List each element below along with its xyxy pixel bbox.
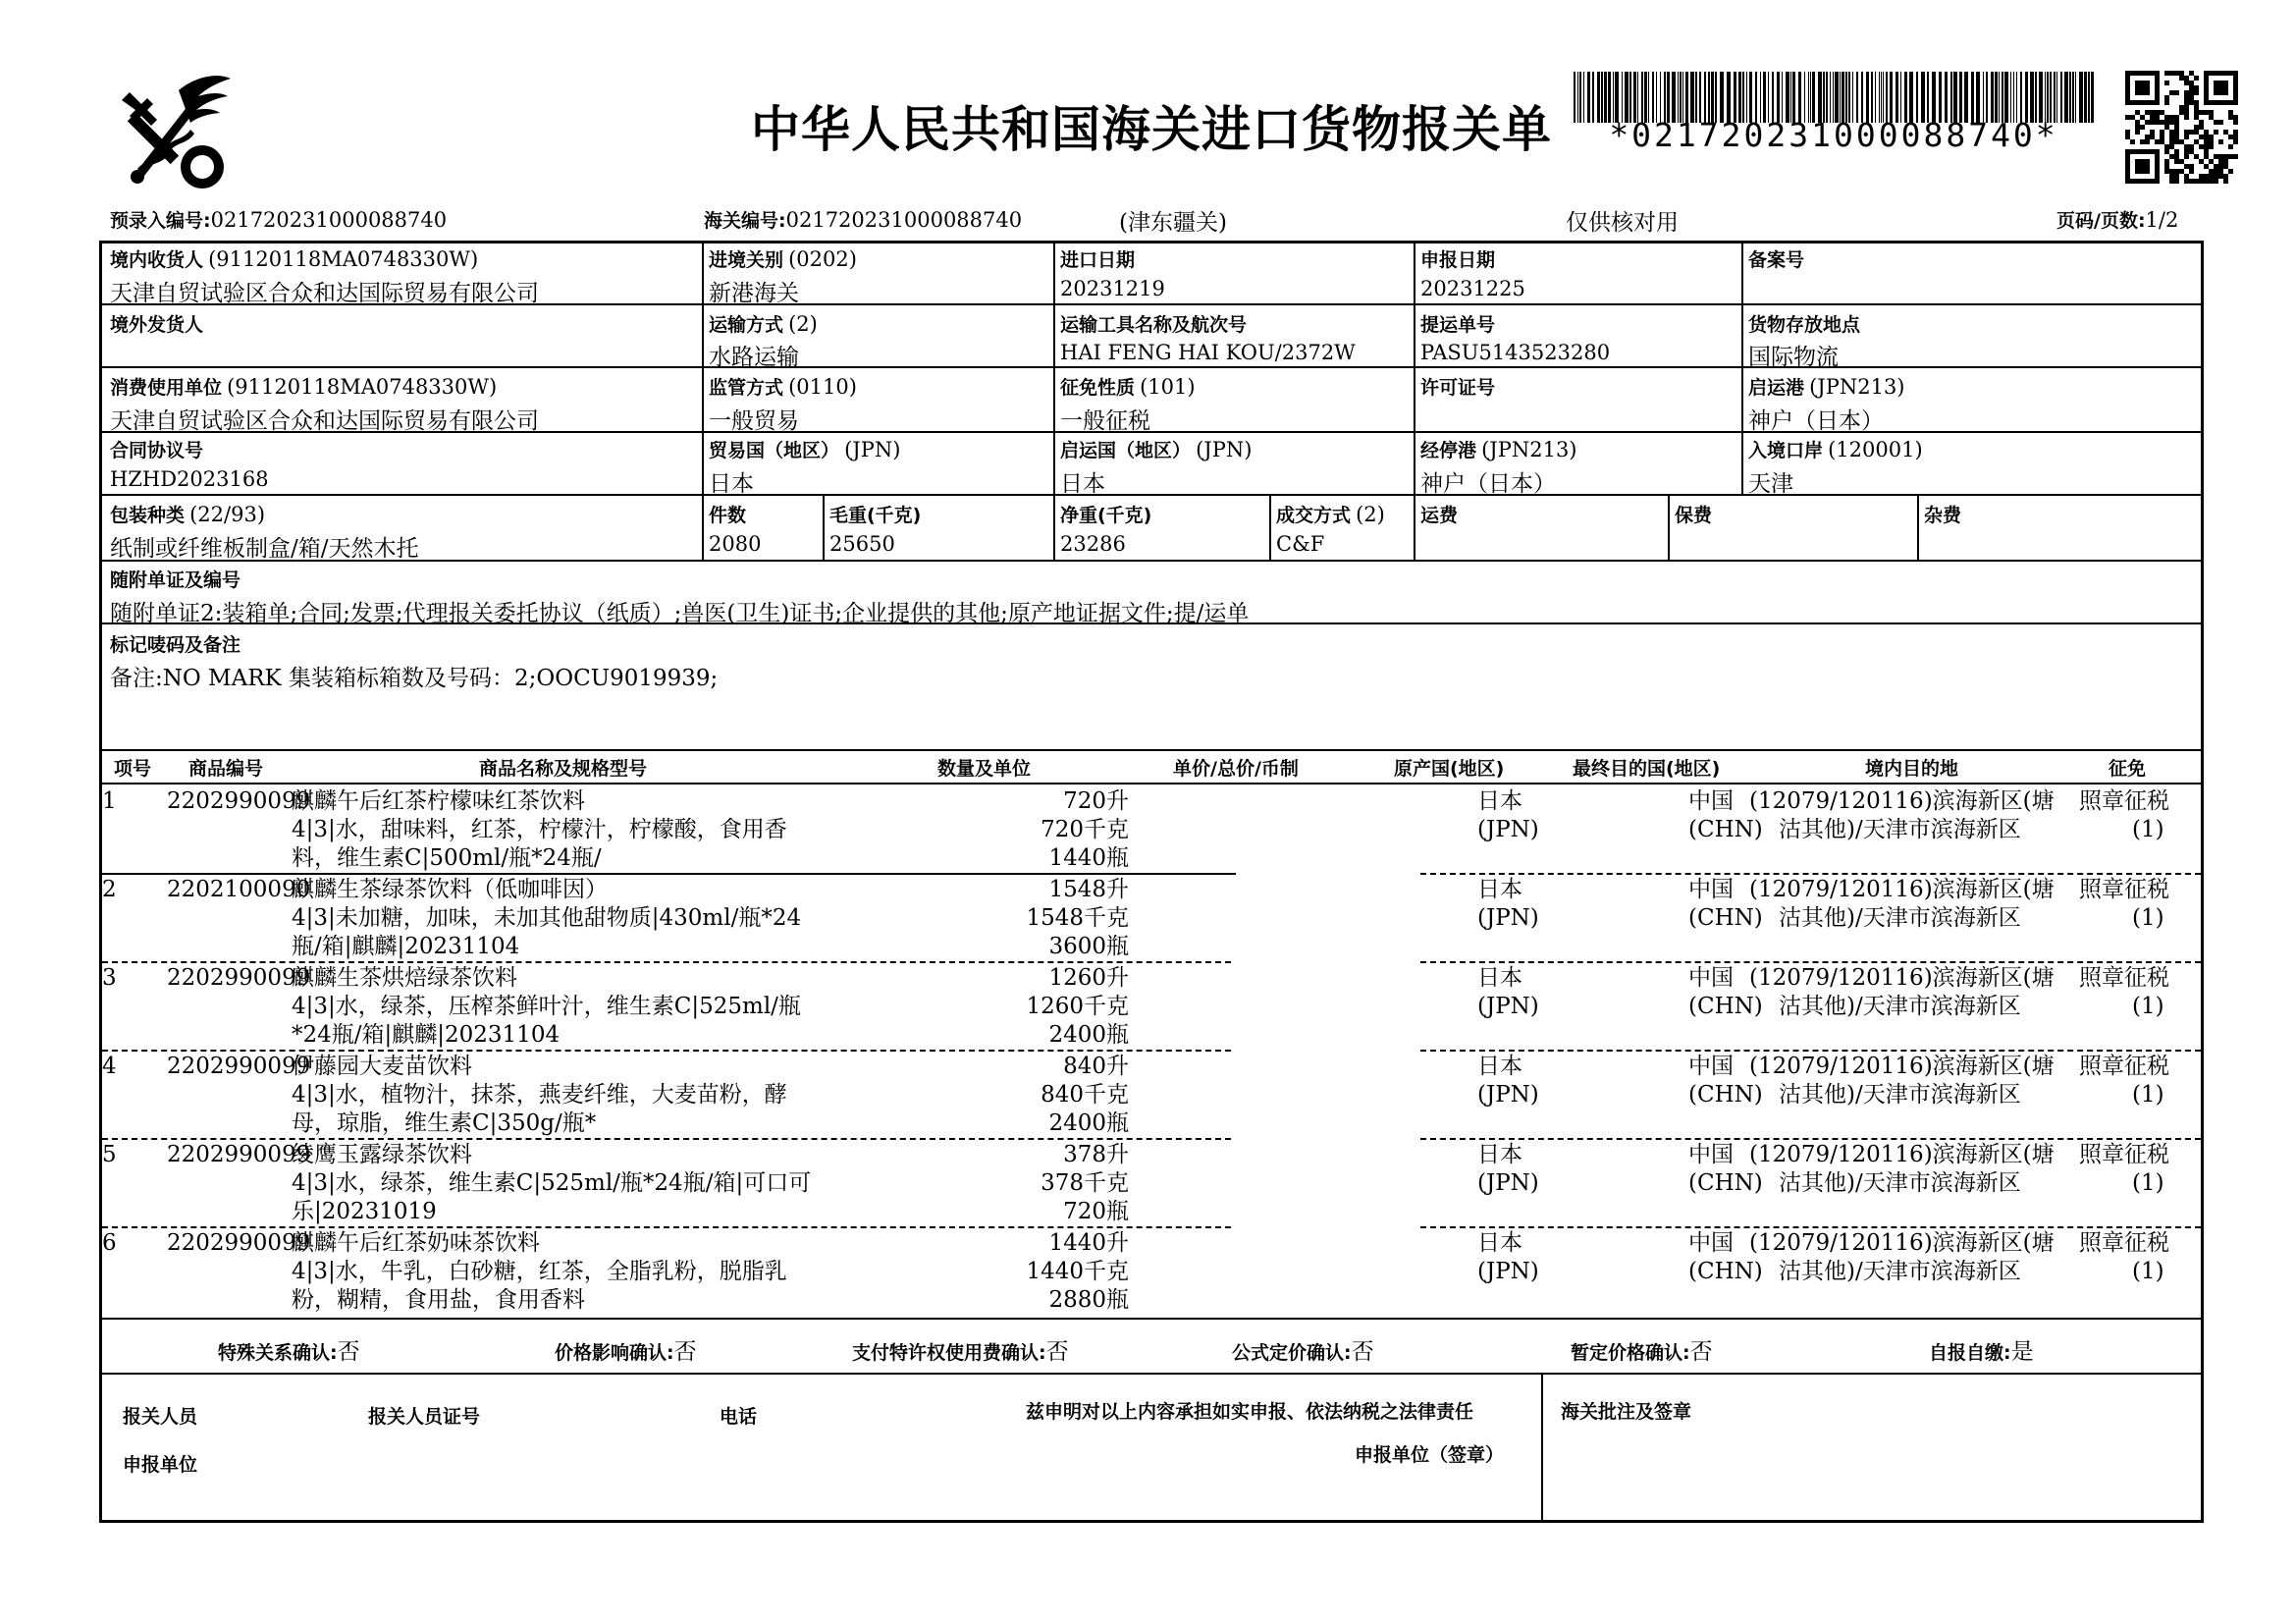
item-spec-line: 4|3|水，植物汁，抹茶，燕麦纤维，大麦苗粉，酵 xyxy=(292,1082,787,1108)
deal-field: 成交方式 (2) xyxy=(1276,503,1385,526)
item-origin-country: 日本 xyxy=(1477,877,1522,902)
col-header-price: 单价/总价/币制 xyxy=(1173,758,1299,780)
stop-port-value: 神户（日本） xyxy=(1420,471,1556,497)
entry-customs-field: 进境关别 (0202) xyxy=(709,247,857,271)
dep-port-value: 神户（日本） xyxy=(1748,408,1884,434)
entry-customs-value: 新港海关 xyxy=(709,281,799,306)
verify-note: 仅供核对用 xyxy=(1566,210,1679,236)
item-domestic-dest: (12079/120116)滨海新区(塘 xyxy=(1749,1142,2055,1167)
item-qty-bottles: 1440瓶 xyxy=(1048,845,1129,871)
item-qty-bottles: 2400瓶 xyxy=(1048,1022,1129,1048)
item-levy-code: (1) xyxy=(2132,1259,2164,1284)
item-number: 2 xyxy=(102,877,117,902)
item-domestic-dest: 沽其他)/天津市滨海新区 xyxy=(1779,1082,2021,1108)
item-name: 麒麟午后红茶奶味茶饮料 xyxy=(292,1230,540,1256)
declarant-label: 报关人员 xyxy=(123,1406,198,1428)
self-pay-confirm: 自报自缴:是 xyxy=(1929,1339,2034,1365)
row-separator xyxy=(102,1226,1231,1228)
royalty-confirm: 支付特许权使用费确认:否 xyxy=(852,1339,1069,1365)
item-domestic-dest: (12079/120116)滨海新区(塘 xyxy=(1749,877,2055,902)
levy-field: 征免性质 (101) xyxy=(1060,375,1196,399)
vessel-label: 运输工具名称及航次号 xyxy=(1060,314,1248,336)
declaring-unit-label: 申报单位 xyxy=(123,1454,198,1476)
row-separator xyxy=(102,873,1236,875)
customs-office: (津东疆关) xyxy=(1119,210,1227,236)
item-spec-line: 4|3|未加糖，加味，未加其他甜物质|430ml/瓶*24 xyxy=(292,905,802,931)
levy-value: 一般征税 xyxy=(1060,408,1150,434)
item-qty-kg: 378千克 xyxy=(1041,1170,1129,1196)
item-origin-country: 日本 xyxy=(1477,1230,1522,1256)
declare-date-value: 20231225 xyxy=(1420,277,1525,300)
item-qty-kg: 1260千克 xyxy=(1026,994,1129,1019)
supervision-value: 一般贸易 xyxy=(709,408,799,434)
transport-value: 水路运输 xyxy=(709,345,799,370)
item-dest-country: 中国 xyxy=(1688,1054,1734,1079)
item-origin-country: 日本 xyxy=(1477,965,1522,991)
consignee-value: 天津自贸试验区合众和达国际贸易有限公司 xyxy=(110,281,539,306)
col-header-no: 项号 xyxy=(114,758,152,780)
import-date-label: 进口日期 xyxy=(1060,249,1136,271)
storage-label: 货物存放地点 xyxy=(1748,314,1861,336)
item-number: 4 xyxy=(102,1054,117,1079)
item-spec-line: 4|3|水，甜味料，红茶，柠檬汁，柠檬酸，食用香 xyxy=(292,817,787,842)
col-header-origin: 原产国(地区) xyxy=(1394,758,1505,780)
item-qty-liters: 1260升 xyxy=(1048,965,1129,991)
item-qty-kg: 840千克 xyxy=(1041,1082,1129,1108)
item-spec-line: 粉，糊精，食用盐，食用香料 xyxy=(292,1287,585,1313)
customs-emblem-icon xyxy=(108,71,236,193)
item-spec-line: 4|3|水，牛乳，白砂糖，红茶，全脂乳粉，脱脂乳 xyxy=(292,1259,787,1284)
col-header-dest: 最终目的国(地区) xyxy=(1573,758,1721,780)
item-hs-code: 2202990099 xyxy=(167,1054,311,1079)
declarant-id-label: 报关人员证号 xyxy=(368,1406,481,1428)
item-spec-line: 4|3|水，绿茶，压榨茶鲜叶汁，维生素C|525ml/瓶 xyxy=(292,994,801,1019)
bl-label: 提运单号 xyxy=(1420,314,1496,336)
document-title: 中华人民共和国海关进口货物报关单 xyxy=(751,101,1552,158)
item-dest-code: (CHN) xyxy=(1688,1170,1763,1196)
vessel-value: HAI FENG HAI KOU/2372W xyxy=(1060,341,1356,364)
col-header-code: 商品编号 xyxy=(188,758,264,780)
row-separator xyxy=(1420,873,2201,875)
item-dest-code: (CHN) xyxy=(1688,994,1763,1019)
item-levy-code: (1) xyxy=(2132,817,2164,842)
trade-country-field: 贸易国（地区） (JPN) xyxy=(709,438,901,461)
customs-number: 海关编号:021720231000088740 xyxy=(704,208,1023,232)
storage-value: 国际物流 xyxy=(1748,345,1839,370)
item-origin-code: (JPN) xyxy=(1477,817,1539,842)
formula-price-confirm: 公式定价确认:否 xyxy=(1232,1339,1374,1365)
phone-label: 电话 xyxy=(720,1406,758,1428)
item-number: 3 xyxy=(102,965,117,991)
item-domestic-dest: 沽其他)/天津市滨海新区 xyxy=(1779,905,2021,931)
item-qty-kg: 1548千克 xyxy=(1026,905,1129,931)
import-date-value: 20231219 xyxy=(1060,277,1165,300)
item-domestic-dest: (12079/120116)滨海新区(塘 xyxy=(1749,965,2055,991)
item-hs-code: 2202990099 xyxy=(167,1142,311,1167)
pieces-label: 件数 xyxy=(709,505,747,526)
row-separator xyxy=(1420,961,2201,963)
item-spec-line: 4|3|水，绿茶，维生素C|525ml/瓶*24瓶/箱|可口可 xyxy=(292,1170,812,1196)
price-impact-confirm: 价格影响确认:否 xyxy=(555,1339,697,1365)
item-dest-code: (CHN) xyxy=(1688,1082,1763,1108)
license-label: 许可证号 xyxy=(1420,377,1496,399)
item-dest-code: (CHN) xyxy=(1688,905,1763,931)
declare-date-label: 申报日期 xyxy=(1420,249,1496,271)
entry-port-value: 天津 xyxy=(1748,471,1793,497)
item-qty-liters: 378升 xyxy=(1063,1142,1129,1167)
bl-value: PASU5143523280 xyxy=(1420,341,1611,364)
record-no-label: 备案号 xyxy=(1748,249,1805,271)
dep-country-value: 日本 xyxy=(1060,471,1105,497)
item-qty-bottles: 2400瓶 xyxy=(1048,1110,1129,1136)
item-qty-kg: 1440千克 xyxy=(1026,1259,1129,1284)
col-header-name: 商品名称及规格型号 xyxy=(479,758,648,780)
item-levy: 照章征税 xyxy=(2079,1142,2169,1167)
item-hs-code: 2202990099 xyxy=(167,788,311,814)
row-left-edge xyxy=(99,876,101,960)
row-left-edge xyxy=(99,1053,101,1137)
marks-label: 标记唛码及备注 xyxy=(110,634,241,656)
contract-label: 合同协议号 xyxy=(110,440,204,461)
item-origin-code: (JPN) xyxy=(1477,1170,1539,1196)
item-hs-code: 2202990099 xyxy=(167,965,311,991)
col-header-levy: 征免 xyxy=(2109,758,2147,780)
item-domestic-dest: (12079/120116)滨海新区(塘 xyxy=(1749,1230,2055,1256)
item-name: 麒麟午后红茶柠檬味红茶饮料 xyxy=(292,788,585,814)
item-hs-code: 2202100090 xyxy=(167,877,311,902)
item-name: 绫鹰玉露绿茶饮料 xyxy=(292,1142,472,1167)
package-value: 纸制或纤维板制盒/箱/天然木托 xyxy=(110,536,419,562)
deal-value: C&F xyxy=(1276,532,1325,556)
barcode-text: *021720231000088740* xyxy=(1609,116,2058,154)
row-separator xyxy=(102,1138,1231,1140)
package-field: 包装种类 (22/93) xyxy=(110,503,266,526)
shipper-label: 境外发货人 xyxy=(110,314,204,336)
item-levy: 照章征税 xyxy=(2079,788,2169,814)
item-levy-code: (1) xyxy=(2132,905,2164,931)
item-origin-country: 日本 xyxy=(1477,788,1522,814)
consignee-field: 境内收货人 (91120118MA0748330W) xyxy=(110,247,479,271)
item-levy-code: (1) xyxy=(2132,1170,2164,1196)
item-qty-liters: 1548升 xyxy=(1048,877,1129,902)
item-spec-line: 乐|20231019 xyxy=(292,1199,437,1224)
entry-port-field: 入境口岸 (120001) xyxy=(1748,438,1923,461)
insurance-label: 保费 xyxy=(1675,505,1713,526)
row-left-edge xyxy=(99,964,101,1049)
col-header-qty: 数量及单位 xyxy=(937,758,1032,780)
item-domestic-dest: (12079/120116)滨海新区(塘 xyxy=(1749,1054,2055,1079)
transport-field: 运输方式 (2) xyxy=(709,312,818,336)
item-spec-line: 料，维生素C|500ml/瓶*24瓶/ xyxy=(292,845,602,871)
row-separator xyxy=(1420,1050,2201,1052)
item-dest-code: (CHN) xyxy=(1688,1259,1763,1284)
item-origin-code: (JPN) xyxy=(1477,905,1539,931)
freight-label: 运费 xyxy=(1420,505,1459,526)
item-levy: 照章征税 xyxy=(2079,877,2169,902)
row-separator xyxy=(1420,1226,2201,1228)
row-separator xyxy=(1420,1138,2201,1140)
item-origin-code: (JPN) xyxy=(1477,1082,1539,1108)
item-dest-country: 中国 xyxy=(1688,788,1734,814)
item-levy: 照章征税 xyxy=(2079,965,2169,991)
item-domestic-dest: 沽其他)/天津市滨海新区 xyxy=(1779,994,2021,1019)
pre-entry-number: 预录入编号:021720231000088740 xyxy=(110,208,448,232)
net-label: 净重(千克) xyxy=(1060,505,1152,526)
gross-label: 毛重(千克) xyxy=(829,505,922,526)
item-qty-kg: 720千克 xyxy=(1041,817,1129,842)
row-left-edge xyxy=(99,787,101,872)
item-number: 5 xyxy=(102,1142,117,1167)
item-dest-country: 中国 xyxy=(1688,1142,1734,1167)
docs-label: 随附单证及编号 xyxy=(110,569,241,591)
item-domestic-dest: (12079/120116)滨海新区(塘 xyxy=(1749,788,2055,814)
declaring-unit-seal-label: 申报单位（签章） xyxy=(1355,1444,1505,1466)
item-levy-code: (1) xyxy=(2132,1082,2164,1108)
customs-sign-label: 海关批注及签章 xyxy=(1561,1401,1692,1423)
dep-country-field: 启运国（地区） (JPN) xyxy=(1060,438,1253,461)
item-name: 麒麟生茶烘焙绿茶饮料 xyxy=(292,965,517,991)
item-number: 1 xyxy=(102,788,117,814)
row-separator xyxy=(102,1050,1231,1052)
item-origin-code: (JPN) xyxy=(1477,1259,1539,1284)
misc-label: 杂费 xyxy=(1924,505,1962,526)
item-dest-country: 中国 xyxy=(1688,877,1734,902)
stop-port-field: 经停港 (JPN213) xyxy=(1420,438,1577,461)
gross-value: 25650 xyxy=(829,532,895,556)
item-levy: 照章征税 xyxy=(2079,1230,2169,1256)
consumer-field: 消费使用单位 (91120118MA0748330W) xyxy=(110,375,498,399)
trade-country-value: 日本 xyxy=(709,471,754,497)
qr-code-icon xyxy=(2125,71,2238,184)
item-qty-bottles: 720瓶 xyxy=(1063,1199,1129,1224)
item-origin-country: 日本 xyxy=(1477,1054,1522,1079)
item-dest-code: (CHN) xyxy=(1688,817,1763,842)
row-left-edge xyxy=(99,1141,101,1225)
consumer-value: 天津自贸试验区合众和达国际贸易有限公司 xyxy=(110,408,539,434)
item-spec-line: *24瓶/箱|麒麟|20231104 xyxy=(292,1022,561,1048)
item-spec-line: 瓶/箱|麒麟|20231104 xyxy=(292,934,520,959)
item-origin-country: 日本 xyxy=(1477,1142,1522,1167)
item-spec-line: 母，琼脂，维生素C|350g/瓶* xyxy=(292,1110,597,1136)
row-left-edge xyxy=(99,1229,101,1314)
special-relation-confirm: 特殊关系确认:否 xyxy=(218,1339,360,1365)
item-dest-country: 中国 xyxy=(1688,965,1734,991)
item-levy-code: (1) xyxy=(2132,994,2164,1019)
item-name: 麒麟生茶绿茶饮料（低咖啡因） xyxy=(292,877,608,902)
marks-value: 备注:NO MARK 集装箱标箱数及号码：2;OOCU9019939; xyxy=(110,666,719,691)
contract-value: HZHD2023168 xyxy=(110,467,269,491)
item-qty-liters: 840升 xyxy=(1063,1054,1129,1079)
item-name: 伊藤园大麦苗饮料 xyxy=(292,1054,472,1079)
pieces-value: 2080 xyxy=(709,532,762,556)
item-domestic-dest: 沽其他)/天津市滨海新区 xyxy=(1779,1170,2021,1196)
docs-value: 随附单证2:装箱单;合同;发票;代理报关委托协议（纸质）;兽医(卫生)证书;企业提供的其他;原产地证据文件;提/运单 xyxy=(110,601,1250,626)
item-dest-country: 中国 xyxy=(1688,1230,1734,1256)
item-hs-code: 2202990099 xyxy=(167,1230,311,1256)
row-separator xyxy=(102,961,1231,963)
declaration-statement: 兹申明对以上内容承担如实申报、依法纳税之法律责任 xyxy=(1026,1401,1474,1423)
provisional-price-confirm: 暂定价格确认:否 xyxy=(1571,1339,1713,1365)
item-domestic-dest: 沽其他)/天津市滨海新区 xyxy=(1779,1259,2021,1284)
col-header-domestic: 境内目的地 xyxy=(1865,758,1959,780)
item-levy: 照章征税 xyxy=(2079,1054,2169,1079)
page-indicator: 页码/页数:1/2 xyxy=(2056,208,2179,232)
item-qty-bottles: 3600瓶 xyxy=(1048,934,1129,959)
item-origin-code: (JPN) xyxy=(1477,994,1539,1019)
dep-port-field: 启运港 (JPN213) xyxy=(1748,375,1905,399)
item-qty-liters: 720升 xyxy=(1063,788,1129,814)
item-qty-liters: 1440升 xyxy=(1048,1230,1129,1256)
net-value: 23286 xyxy=(1060,532,1126,556)
supervision-field: 监管方式 (0110) xyxy=(709,375,857,399)
item-number: 6 xyxy=(102,1230,117,1256)
item-qty-bottles: 2880瓶 xyxy=(1048,1287,1129,1313)
item-domestic-dest: 沽其他)/天津市滨海新区 xyxy=(1779,817,2021,842)
